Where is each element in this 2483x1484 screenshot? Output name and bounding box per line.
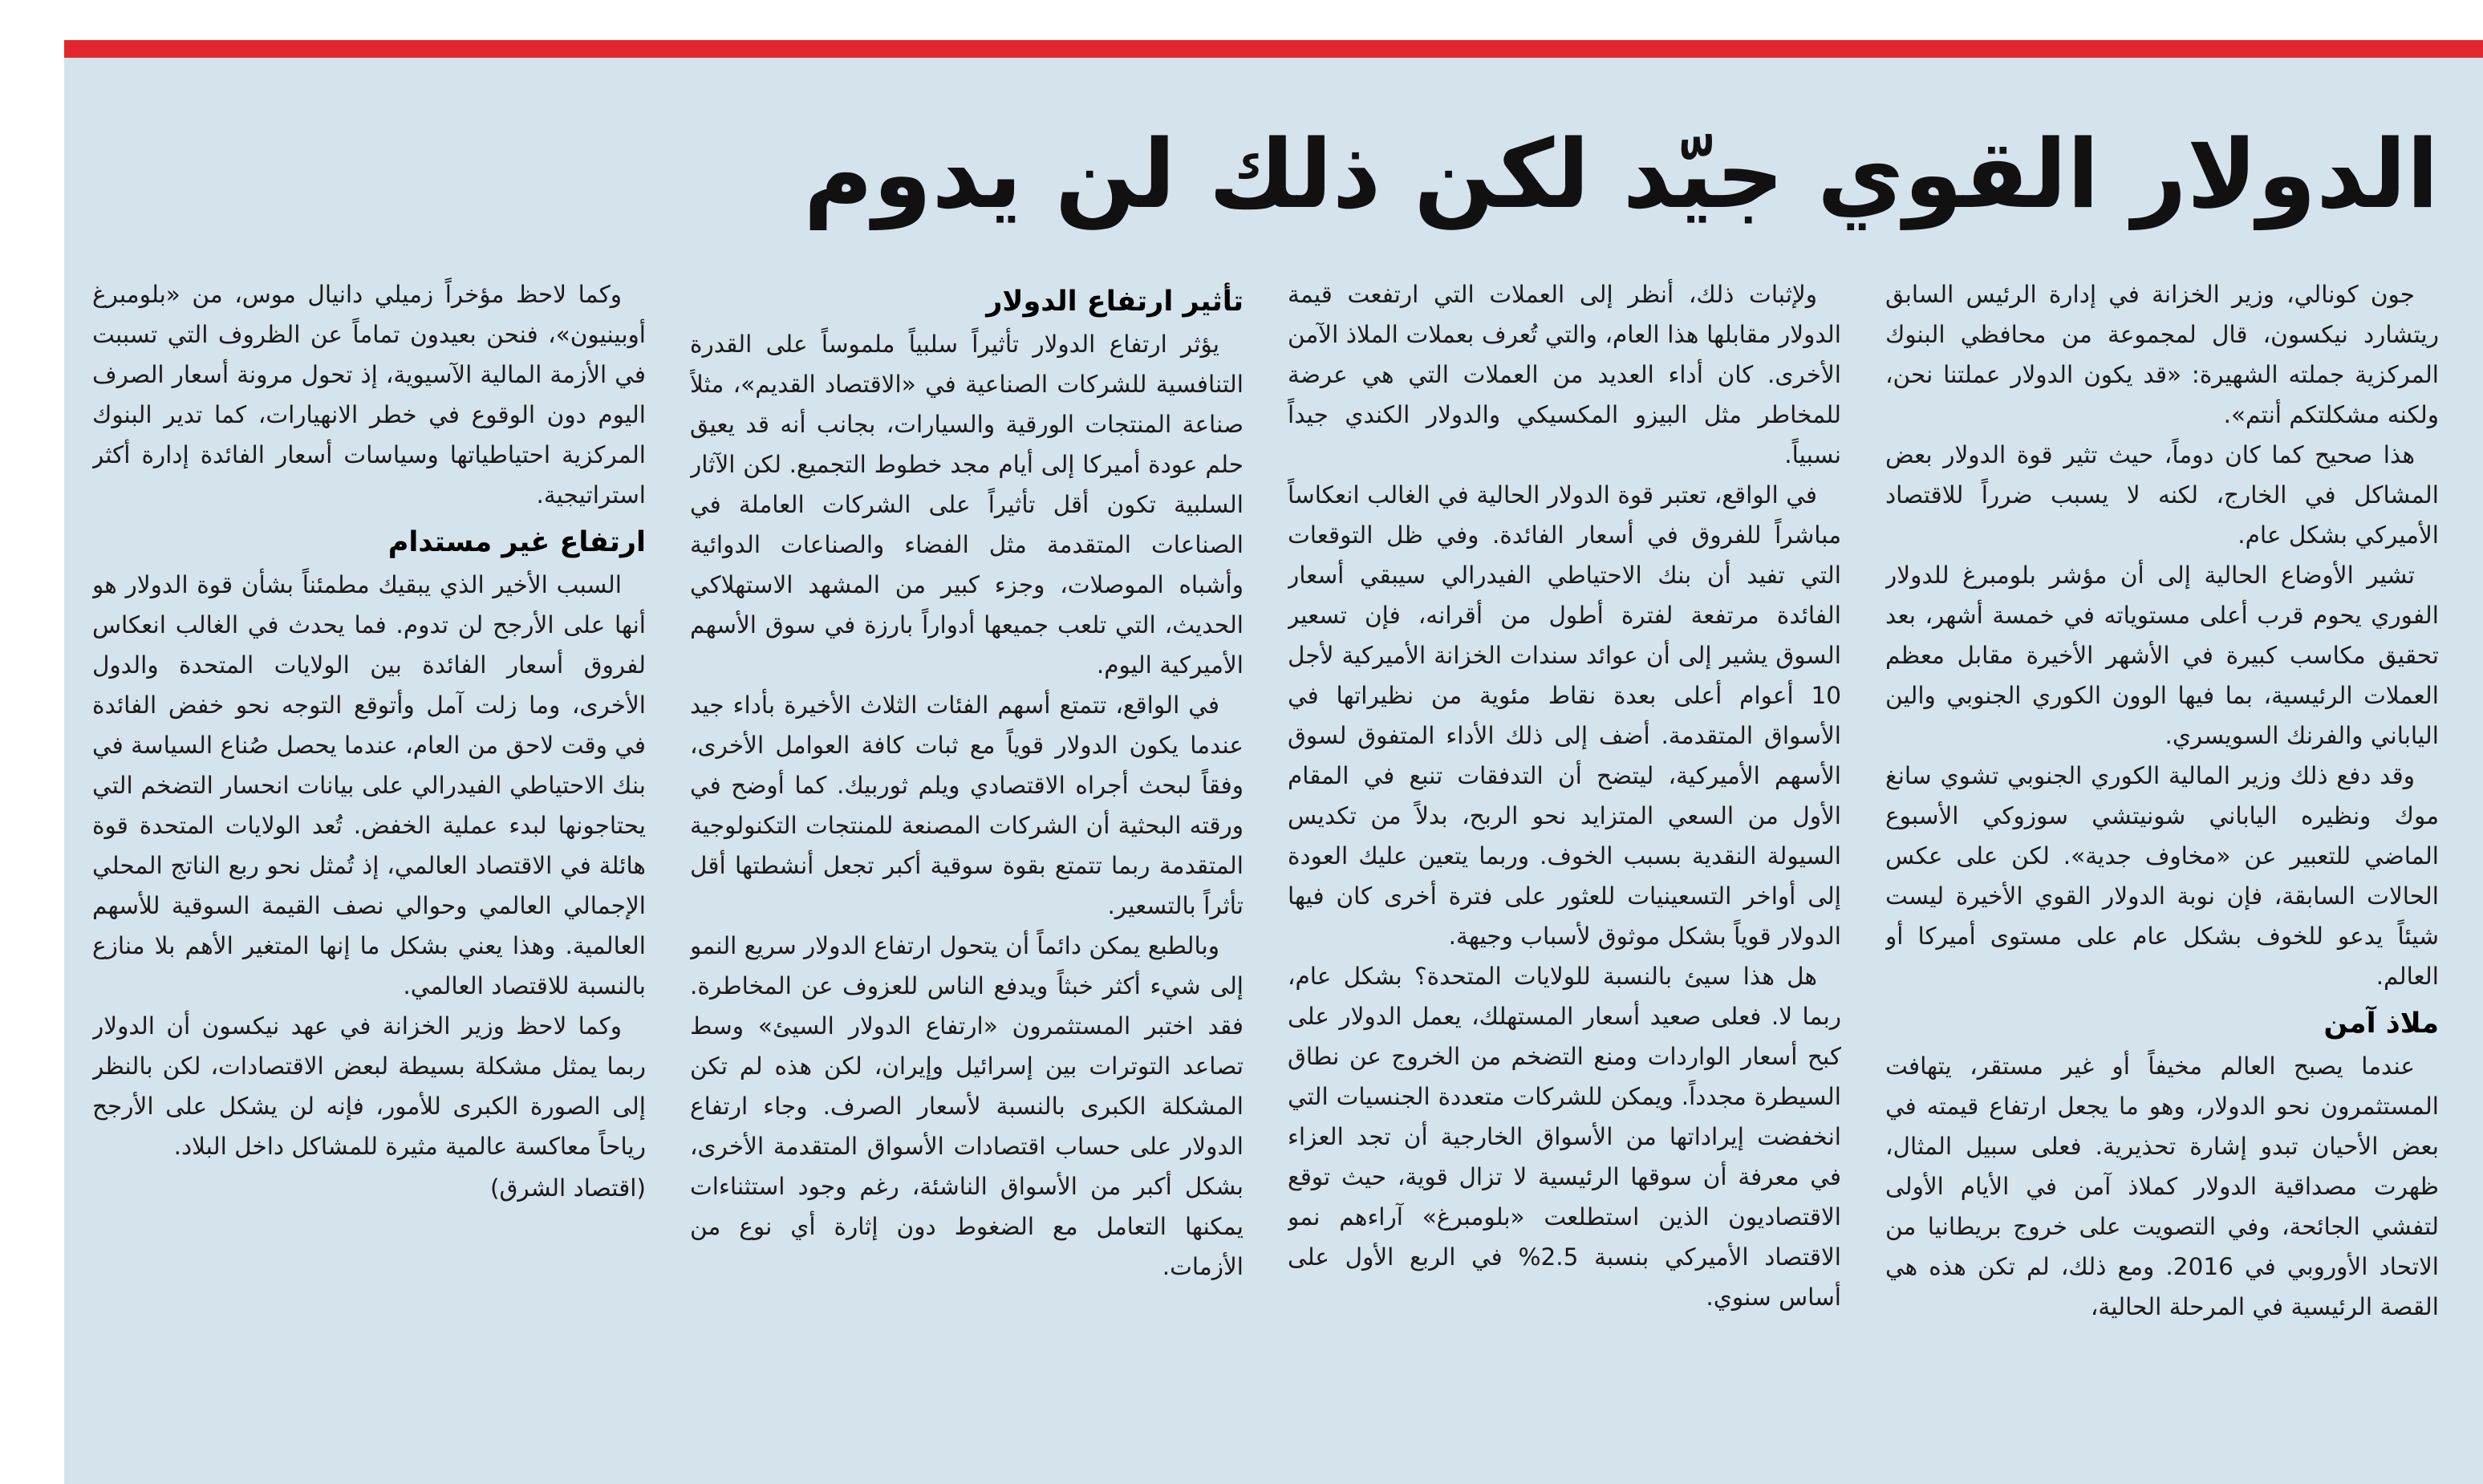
section-subheading: ارتفاع غير مستدام (387, 526, 646, 558)
article-paragraph: في الواقع، تتمتع أسهم الفئات الثلاث الأخيرة بأداء جيد عندما يكون الدولار قوياً مع ثبات كافة العوامل الأخرى، وفقاً لبحث أجراه الاقتصادي ويلم ثوربيك. كما أوضح في ورقته البحثية أن الشركات المصنعة للمنتجات التكنولوجية المتقدمة ربما تتمتع بقوة سوقية أكبر تجعل أنشطتها أقل تأثراً بالتسعير. (690, 691, 1244, 919)
headline: الدولار القوي جيّد لكن ذلك لن يدوم (803, 119, 2439, 229)
article-paragraph: وكما لاحظ مؤخراً زميلي دانيال موس، من «بلومبرغ أوبينيون»، فنحن بعيدون تماماً عن الظروف التي تسببت في الأزمة المالية الآسيوية، إذ تحول مرونة أسعار الصرف اليوم دون الوقوع في خطر الانهيارات، كما تدير البنوك المركزية احتياطياتها وسياسات أسعار الفائدة إدارة أكثر استراتيجية. (92, 281, 646, 509)
article-paragraph: جون كونالي، وزير الخزانة في إدارة الرئيس السابق ريتشارد نيكسون، قال لمجموعة من محافظي البنوك المركزية جملته الشهيرة: «قد يكون الدولار عملتنا نحن، ولكنه مشكلتكم أنتم». (1885, 281, 2439, 428)
article-paragraph: عندما يصبح العالم مخيفاً أو غير مستقر، يتهافت المستثمرون نحو الدولار، وهو ما يجعل ارتفاع قيمته في بعض الأحيان تبدو إشارة تحذيرية. فعلى سبيل المثال، ظهرت مصداقية الدولار كملاذ آمن في الأيام الأولى لتفشي الجائحة، وفي التصويت على خروج بريطانيا من الاتحاد الأوروبي في 2016. ومع ذلك، لم تكن هذه هي القصة الرئيسية في المرحلة الحالية، (1885, 1052, 2439, 1320)
article-paragraph: السبب الأخير الذي يبقيك مطمئناً بشأن قوة الدولار هو أنها على الأرجح لن تدوم. فما يحدث في الغالب انعكاس لفروق أسعار الفائدة بين الولايات المتحدة والدول الأخرى، وما زلت آمل وأتوقع التوجه نحو خفض الفائدة في وقت لاحق من العام، عندما يحصل صُناع السياسة في بنك الاحتياطي الفيدرالي على بيانات انحسار التضخم التي يحتاجونها لبدء عملية الخفض. تُعد الولايات المتحدة قوة هائلة في الاقتصاد العالمي، إذ تُمثل نحو ربع الناتج المحلي الإجمالي العالمي وحوالي نصف القيمة السوقية للأسهم العالمية. وهذا يعني بشكل ما إنها المتغير الأهم بلا منازع بالنسبة للاقتصاد العالمي. (92, 571, 646, 999)
article-paragraph: وبالطبع يمكن دائماً أن يتحول ارتفاع الدولار سريع النمو إلى شيء أكثر خبثاً ويدفع الناس للعزوف عن المخاطرة. فقد اختبر المستثمرون «ارتفاع الدولار السيئ» وسط تصاعد التوترات بين إسرائيل وإيران، لكن هذه لم تكن المشكلة الكبرى بالنسبة لأسعار الصرف. وجاء ارتفاع الدولار على حساب اقتصادات الأسواق المتقدمة الأخرى، بشكل أكبر من الأسواق الناشئة، رغم وجود استثناءات يمكنها التعامل مع الضغوط دون إثارة أي نوع من الأزمات. (690, 932, 1244, 1280)
red-top-rule (64, 40, 2483, 58)
section-subheading: تأثير ارتفاع الدولار (986, 286, 1244, 318)
article-paragraph: وقد دفع ذلك وزير المالية الكوري الجنوبي تشوي سانغ موك ونظيره الياباني شونيتشي سوزوكي الأسبوع الماضي للتعبير عن «مخاوف جدية». لكن على عكس الحالات السابقة، فإن نوبة الدولار القوي الأخيرة ليست شيئاً يدعو للخوف بشكل عام على مستوى أميركا أو العالم. (1885, 762, 2439, 990)
article-paragraph: يؤثر ارتفاع الدولار تأثيراً سلبياً ملموساً على القدرة التنافسية للشركات الصناعية في «الاقتصاد القديم»، مثلاً صناعة المنتجات الورقية والسيارات، بجانب أنه قد يعيق حلم عودة أميركا إلى أيام مجد خطوط التجميع. لكن الآثار السلبية تكون أقل تأثيراً على الشركات العاملة في الصناعات المتقدمة مثل الفضاء والصناعات الدوائية وأشباه الموصلات، وجزء كبير من المشهد الاستهلاكي الحديث، التي تلعب جميعها أدواراً بارزة في سوق الأسهم الأميركية اليوم. (690, 330, 1244, 679)
article-paragraph: في الواقع، تعتبر قوة الدولار الحالية في الغالب انعكاساً مباشراً للفروق في أسعار الفائدة. وفي ظل التوقعات التي تفيد أن بنك الاحتياطي الفيدرالي سيبقي أسعار الفائدة مرتفعة لفترة أطول من أقرانه، فإن تسعير السوق يشير إلى أن عوائد سندات الخزانة الأميركية لأجل 10 أعوام أعلى بعدة نقاط مئوية من نظيراتها في الأسواق المتقدمة. أضف إلى ذلك الأداء المتفوق لسوق الأسهم الأميركية، ليتضح أن التدفقات تنبع في المقام الأول من السعي المتزايد نحو الربح، بدلاً من تكديس السيولة النقدية بسبب الخوف. وربما يتعين عليك العودة إلى أواخر التسعينيات للعثور على فترة أخرى كان فيها الدولار قوياً بشكل موثوق لأسباب وجيهة. (1288, 481, 1841, 950)
article-paragraph: وكما لاحظ وزير الخزانة في عهد نيكسون أن الدولار ربما يمثل مشكلة بسيطة لبعض الاقتصادات، لكن بالنظر إلى الصورة الكبرى للأمور، فإنه لن يشكل على الأرجح رياحاً معاكسة عالمية مثيرة للمشاكل داخل البلاد. (92, 1012, 646, 1160)
section-subheading: ملاذ آمن (2323, 1008, 2439, 1040)
article-paragraph: ولإثبات ذلك، أنظر إلى العملات التي ارتفعت قيمة الدولار مقابلها هذا العام، والتي تُعرف بعملات الملاذ الآمن الأخرى. كان أداء العديد من العملات التي هي عرضة للمخاطر مثل البيزو المكسيكي والدولار الكندي جيداً نسبياً. (1288, 281, 1841, 468)
article-column-4 (92, 274, 646, 1462)
article-column-1 (1885, 274, 2439, 1462)
article-paragraph: تشير الأوضاع الحالية إلى أن مؤشر بلومبرغ للدولار الفوري يحوم قرب أعلى مستوياته في خمسة أشهر، بعد تحقيق مكاسب كبيرة في الأشهر الأخيرة مقابل معظم العملات الرئيسية، بما فيها الوون الكوري الجنوبي والين الياباني والفرنك السويسري. (1885, 562, 2439, 749)
article-column-2 (1288, 274, 1841, 1462)
article-column-3 (690, 274, 1244, 1462)
article-panel (64, 58, 2483, 1484)
article-paragraph: هذا صحيح كما كان دوماً، حيث تثير قوة الدولار بعض المشاكل في الخارج، لكنه لا يسبب ضرراً للاقتصاد الأميركي بشكل عام. (1885, 441, 2439, 549)
article-paragraph: هل هذا سيئ بالنسبة للولايات المتحدة؟ بشكل عام، ربما لا. فعلى صعيد أسعار المستهلك، يعمل الدولار على كبح أسعار الواردات ومنع التضخم من الخروج عن نطاق السيطرة مجدداً. ويمكن للشركات متعددة الجنسيات التي انخفضت إيراداتها من الأسواق الخارجية أن تجد العزاء في معرفة أن سوقها الرئيسية لا تزال قوية، حيث توقع الاقتصاديون الذين استطلعت «بلومبرغ» آراءهم نمو الاقتصاد الأميركي بنسبة 2.5% في الربع الأول على أساس سنوي. (1288, 963, 1841, 1311)
source-credit: (اقتصاد الشرق) (490, 1174, 646, 1202)
